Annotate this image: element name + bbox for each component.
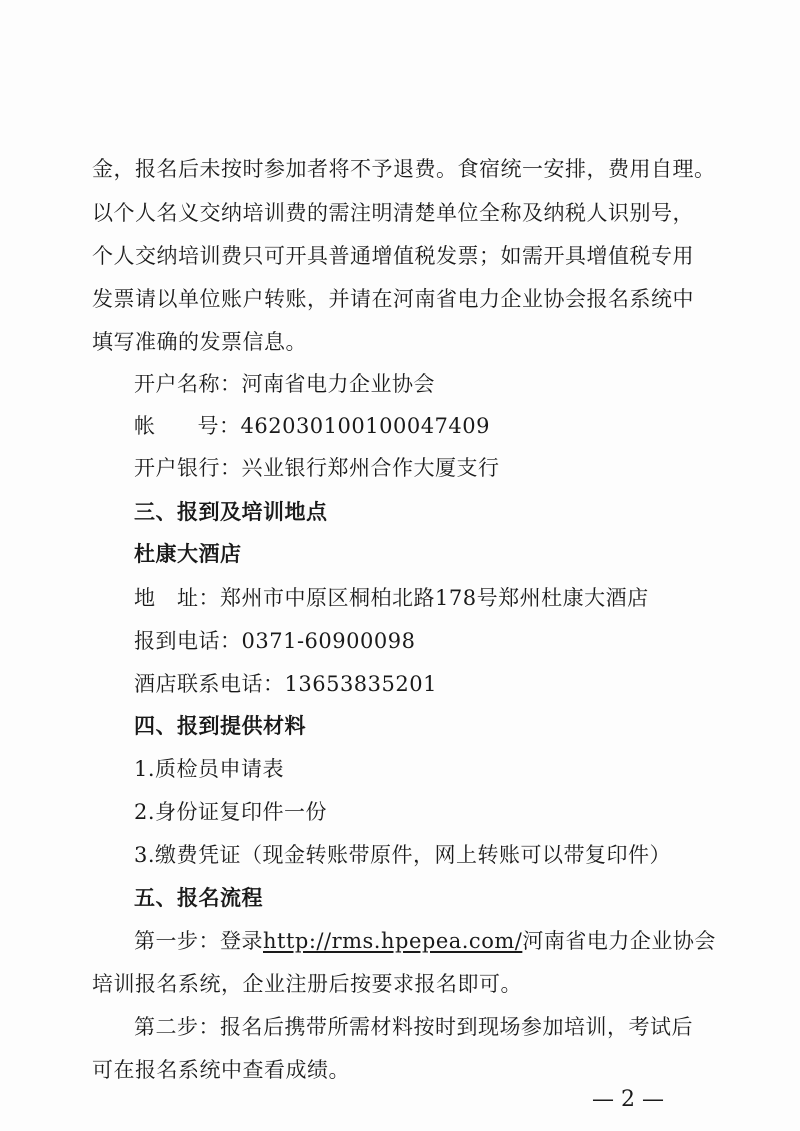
hotel-name: 杜康大酒店 bbox=[134, 541, 242, 566]
hotel-phone-row bbox=[134, 669, 437, 699]
checkin-phone-label: 报到电话： bbox=[134, 629, 242, 653]
step-1-suffix: 河南省电力企业协会 bbox=[522, 929, 716, 953]
paragraph-line-2: 以个人名义交纳培训费的需注明清楚单位全称及纳税人识别号， bbox=[92, 201, 694, 225]
address-value: 郑州市中原区桐柏北路178号郑州杜康大酒店 bbox=[220, 586, 649, 610]
step-2-line-1: 第二步：报名后携带所需材料按时到现场参加培训，考试后 bbox=[134, 1015, 693, 1039]
bank-label: 开户银行： bbox=[134, 456, 242, 480]
registration-link[interactable]: http://rms.hpepea.com/ bbox=[263, 929, 523, 953]
section-5-heading: 五、报名流程 bbox=[134, 885, 263, 910]
bank-row bbox=[134, 453, 500, 483]
account-name-value: 河南省电力企业协会 bbox=[241, 372, 435, 396]
account-name-row bbox=[134, 369, 435, 399]
account-number-label-b: 号： bbox=[197, 414, 241, 438]
material-item-1: 1.质检员申请表 bbox=[134, 757, 285, 781]
checkin-phone-value: 0371-60900098 bbox=[241, 629, 416, 653]
checkin-phone-row bbox=[134, 626, 415, 656]
section-4-heading: 四、报到提供材料 bbox=[134, 713, 306, 738]
address-label: 地 址： bbox=[134, 586, 220, 610]
paragraph-line-5: 填写准确的发票信息。 bbox=[92, 330, 307, 354]
hotel-phone-label: 酒店联系电话： bbox=[134, 672, 285, 696]
account-number-row bbox=[134, 411, 490, 441]
step-1-prefix: 第一步：登录 bbox=[134, 929, 263, 953]
paragraph-line-3: 个人交纳培训费只可开具普通增值税发票；如需开具增值税专用 bbox=[92, 244, 694, 268]
hotel-phone-value: 13653835201 bbox=[284, 672, 437, 696]
step-1-line-2: 培训报名系统，企业注册后按要求报名即可。 bbox=[92, 972, 522, 996]
material-item-2: 2.身份证复印件一份 bbox=[134, 800, 328, 824]
account-number-value: 462030100100047409 bbox=[240, 414, 490, 438]
material-item-3: 3.缴费凭证（现金转账带原件，网上转账可以带复印件） bbox=[134, 843, 672, 867]
step-2-line-2: 可在报名系统中查看成绩。 bbox=[92, 1058, 350, 1082]
section-3-heading: 三、报到及培训地点 bbox=[134, 499, 328, 524]
account-number-label-a: 帐 bbox=[134, 414, 156, 438]
bank-value: 兴业银行郑州合作大厦支行 bbox=[241, 456, 500, 480]
step-1-row bbox=[134, 926, 716, 956]
paragraph-line-1: 金，报名后未按时参加者将不予退费。食宿统一安排，费用自理。 bbox=[92, 157, 716, 181]
account-name-label: 开户名称： bbox=[134, 372, 242, 396]
address-row bbox=[134, 583, 649, 613]
paragraph-line-4: 发票请以单位账户转账，并请在河南省电力企业协会报名系统中 bbox=[92, 287, 694, 311]
page-number: — 2 — bbox=[592, 1087, 664, 1112]
